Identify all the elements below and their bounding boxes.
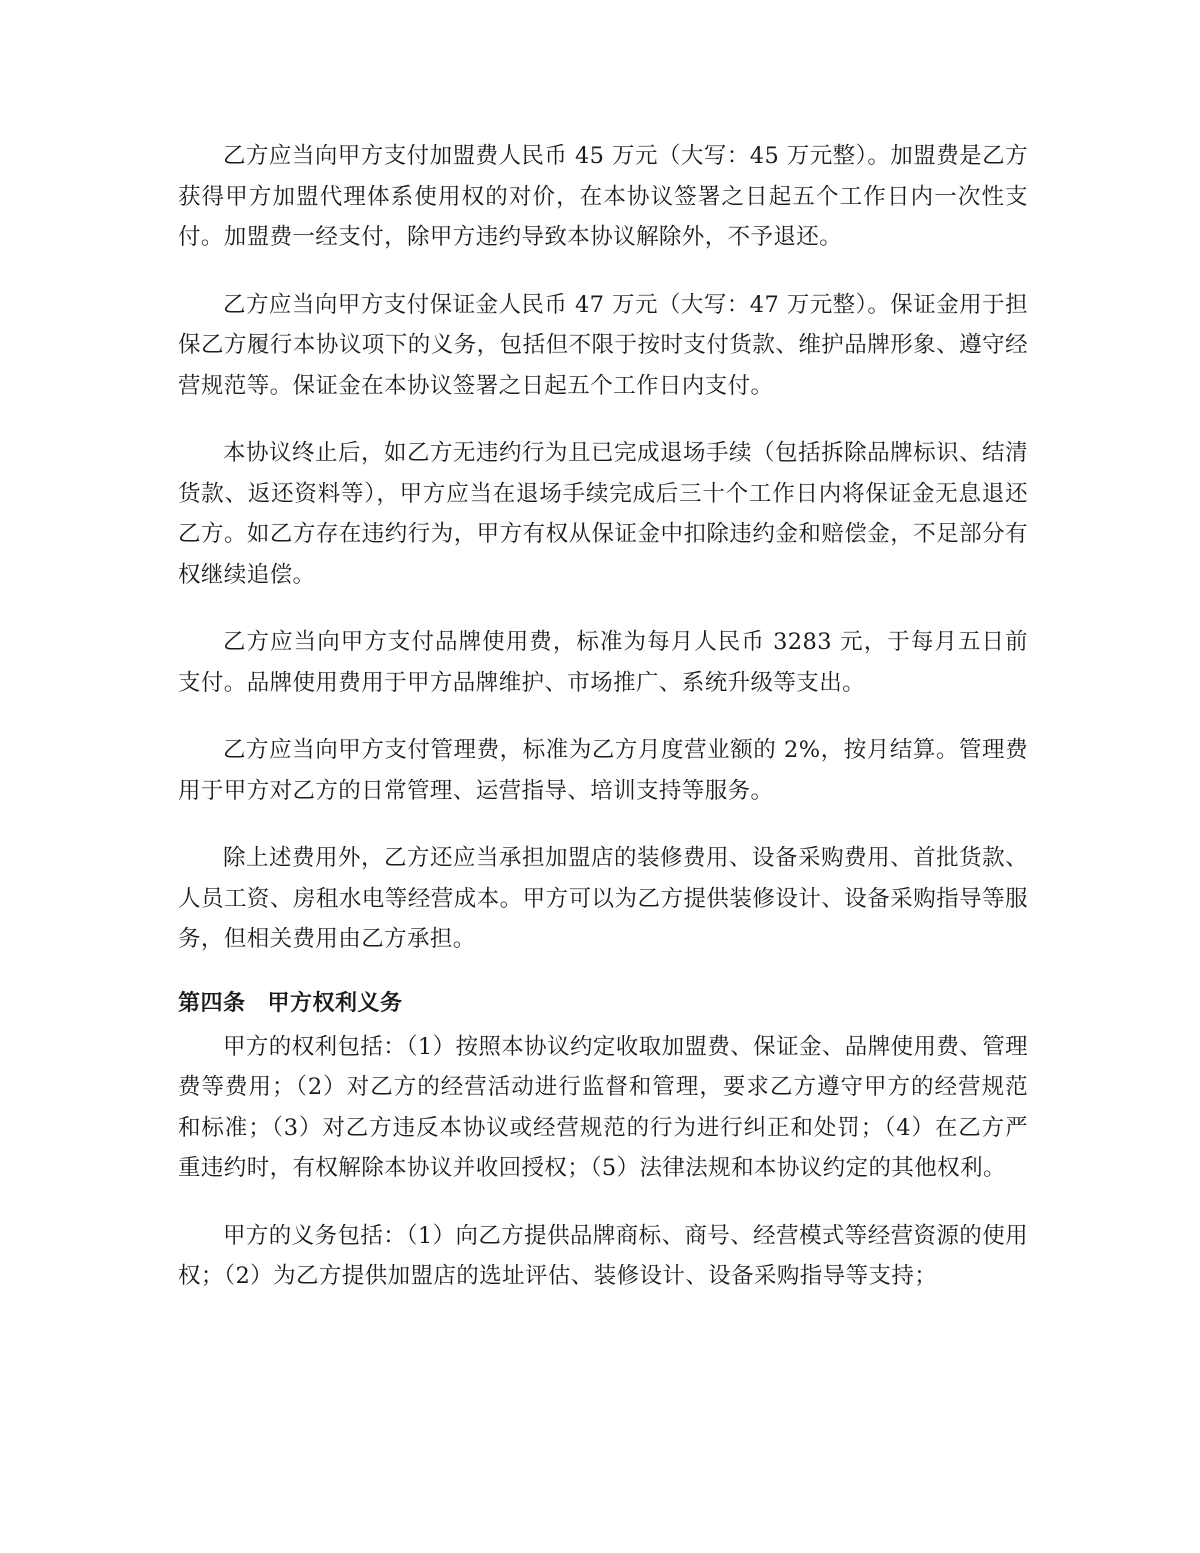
paragraph-franchise-fee: 乙方应当向甲方支付加盟费人民币 45 万元（大写：45 万元整）。加盟费是乙方获得甲方加盟代理体系使用权的对价，在本协议签署之日起五个工作日内一次性支付。加盟费一经支付，除甲方违约导致本协议解除外，不予退还。 [178, 143, 1028, 250]
paragraph-deposit-refund: 本协议终止后，如乙方无违约行为且已完成退场手续（包括拆除品牌标识、结清货款、返还资料等），甲方应当在退场手续完成后三十个工作日内将保证金无息退还乙方。如乙方存在违约行为，甲方有权从保证金中扣除违约金和赔偿金，不足部分有权继续追偿。 [178, 440, 1028, 588]
paragraph-party-a-obligations: 甲方的义务包括：（1）向乙方提供品牌商标、商号、经营模式等经营资源的使用权；（2）为乙方提供加盟店的选址评估、装修设计、设备采购指导等支持； [178, 1222, 1028, 1289]
paragraph-party-a-rights: 甲方的权利包括：（1）按照本协议约定收取加盟费、保证金、品牌使用费、管理费等费用；（2）对乙方的经营活动进行监督和管理，要求乙方遵守甲方的经营规范和标准；（3）对乙方违反本协议或经营规范的行为进行纠正和处罚；（4）在乙方严重违约时，有权解除本协议并收回授权；（5）法律法规和本协议约定的其他权利。 [178, 1033, 1028, 1181]
paragraph-other-costs: 除上述费用外，乙方还应当承担加盟店的装修费用、设备采购费用、首批货款、人员工资、房租水电等经营成本。甲方可以为乙方提供装修设计、设备采购指导等服务，但相关费用由乙方承担。 [178, 845, 1028, 952]
document-page [178, 136, 1028, 1324]
section-number: 第四条 [178, 990, 246, 1016]
section-title: 甲方权利义务 [267, 990, 403, 1016]
paragraph-brand-fee: 乙方应当向甲方支付品牌使用费，标准为每月人民币 3283 元，于每月五日前支付。品牌使用费用于甲方品牌维护、市场推广、系统升级等支出。 [178, 629, 1028, 696]
paragraph-management-fee: 乙方应当向甲方支付管理费，标准为乙方月度营业额的 2%，按月结算。管理费用于甲方对乙方的日常管理、运营指导、培训支持等服务。 [178, 737, 1028, 804]
section-heading [178, 987, 1028, 1021]
paragraph-deposit: 乙方应当向甲方支付保证金人民币 47 万元（大写：47 万元整）。保证金用于担保乙方履行本协议项下的义务，包括但不限于按时支付货款、维护品牌形象、遵守经营规范等。保证金在本协议签署之日起五个工作日内支付。 [178, 291, 1028, 399]
